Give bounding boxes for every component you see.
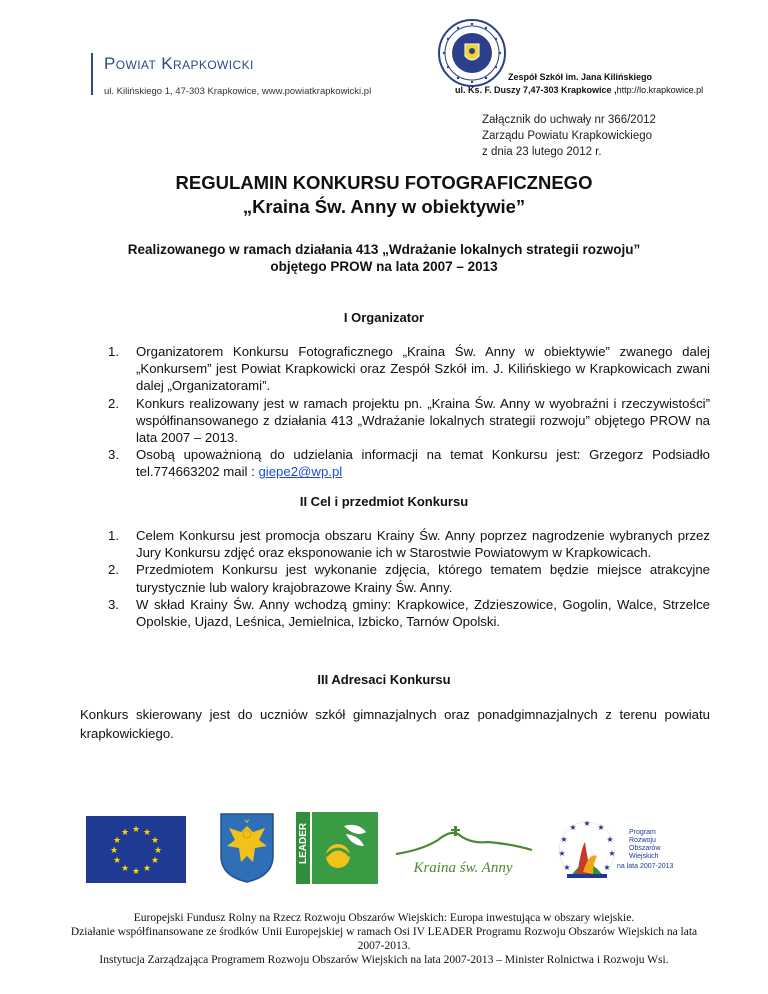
svg-text:★: ★: [131, 867, 141, 877]
county-address: ul. Kilińskiego 1, 47-303 Krapkowice, www.powiatkrapkowicki.pl: [104, 86, 372, 97]
opolskie-coat-of-arms-logo: [219, 812, 275, 884]
leader-label: LEADER: [298, 822, 309, 864]
contact-email-link[interactable]: giepe2@wp.pl: [258, 464, 343, 480]
svg-text:★: ★: [608, 849, 616, 858]
svg-text:★: ★: [112, 836, 122, 846]
svg-text:★: ★: [603, 863, 611, 872]
school-name: Zespół Szkół im. Jana Kilińskiego: [508, 72, 653, 82]
section-heading-recipients: III Adresaci Konkursu: [317, 672, 451, 687]
prow-line-3: Obszarów: [629, 845, 661, 852]
prow-line-2: Rozwoju: [629, 837, 656, 844]
eu-flag-logo: [86, 816, 186, 883]
svg-text:★: ★: [150, 836, 160, 846]
list-item: 2. Konkurs realizowany jest w ramach projektu pn. „Kraina Św. Anny w wyobraźni i rzeczywistości” współfinansowanego z działania 413 „Wdrażanie lokalnych strategii rozwoju” objętego PROW na lata 2007 – 2013.: [108, 395, 710, 446]
prow-logo: [547, 812, 683, 886]
svg-text:★: ★: [112, 856, 122, 866]
prow-line-4: Wiejskich: [629, 853, 659, 860]
list-item: 1. Organizatorem Konkursu Fotograficznego „Kraina Św. Anny w obiektywie” zwanego dalej „Konkursem” jest Powiat Krapkowicki oraz Zespół Szkół im. J. Kilińskiego w Krapkowicach zwani dalej „Organizatorami”.: [108, 344, 710, 394]
svg-text:★: ★: [120, 864, 130, 874]
goal-list: [108, 527, 710, 630]
list-item: 2. Przedmiotem Konkursu jest wykonanie zdjęcia, którego tematem będzie miejsce atrakcyjne turystycznie lub walory krajobrazowe Krainy Św. Anny.: [108, 562, 710, 595]
document-subtitle: Realizowanego w ramach działania 413 „Wdrażanie lokalnych strategii rozwoju” objętego PROW na lata 2007 – 2013: [127, 242, 641, 274]
svg-text:★: ★: [563, 863, 571, 872]
recipients-paragraph: Konkurs skierowany jest do uczniów szkół gimnazjalnych oraz ponadgimnazjalnych z terenu powiatu krapkowickiego.: [80, 707, 710, 741]
prow-line-5: na lata 2007-2013: [617, 863, 674, 870]
funding-footer: Europejski Fundusz Rolny na Rzecz Rozwoju Obszarów Wiejskich: Europa inwestująca w obszary wiejskie. Działanie współfinansowane ze środków Unii Europejskiej w ramach Osi IV LEADER Programu Rozwoju Obszarów Wiejskich na lata 2007-2013. Instytucja Zarządzająca Programem Rozwoju Obszarów Wiejskich na lata 2007-2013 – Minister Rolnictwa i Rozwoju Wsi.: [70, 912, 698, 966]
header-divider: [91, 53, 93, 95]
school-address: ul. Ks. F. Duszy 7,47-303 Krapkowice ,http://lo.krapkowice.pl: [455, 85, 704, 95]
kraina-sw-anny-logo: [392, 822, 534, 880]
list-item: 3. Osobą upoważnioną do udzielania informacji na temat Konkursu jest: Grzegorz Podsiadło tel.774663202 mail : giepe2@wp.pl: [108, 447, 710, 480]
svg-text:★: ★: [597, 823, 605, 832]
svg-text:★: ★: [569, 823, 577, 832]
organizer-list: [108, 343, 710, 481]
svg-text:★: ★: [109, 846, 119, 856]
leader-logo: [296, 812, 378, 884]
school-url[interactable]: http://lo.krapkowice.pl: [616, 85, 704, 95]
annex-note: Załącznik do uchwały nr 366/2012 Zarządu Powiatu Krapkowickiego z dnia 23 lutego 2012 r.: [482, 114, 656, 158]
prow-line-1: Program: [629, 829, 656, 836]
svg-text:★: ★: [150, 856, 160, 866]
list-item: 3. W skład Krainy Św. Anny wchodzą gminy: Krapkowice, Zdzieszowice, Gogolin, Walce, Strzelce Opolskie, Ujazd, Leśnica, Jemielnica, Izbicko, Tarnów Opolski.: [108, 596, 710, 630]
kraina-label: Kraina św. Anny: [413, 860, 513, 876]
svg-text:★: ★: [131, 825, 141, 835]
svg-text:★: ★: [153, 846, 163, 856]
svg-text:★: ★: [560, 835, 568, 844]
svg-text:★: ★: [120, 828, 130, 838]
section-heading-goal: II Cel i przedmiot Konkursu: [299, 494, 469, 509]
county-title: Powiat Krapkowicki: [104, 54, 254, 73]
document-title: REGULAMIN KONKURSU FOTOGRAFICZNEGO „Kraina Św. Anny w obiektywie”: [175, 172, 593, 217]
list-item: 1. Celem Konkursu jest promocja obszaru Krainy Św. Anny poprzez nagrodzenie wybranych przez Jury Konkursu zdjęć oraz eksponowanie ich w Starostwie Powiatowym w Krapkowicach.: [108, 528, 710, 561]
school-seal-logo: [437, 18, 507, 88]
svg-text:★: ★: [558, 849, 566, 858]
svg-text:★: ★: [142, 864, 152, 874]
svg-text:★: ★: [606, 835, 614, 844]
section-heading-organizer: I Organizator: [343, 310, 425, 325]
svg-text:★: ★: [583, 819, 591, 828]
svg-text:★: ★: [142, 828, 152, 838]
